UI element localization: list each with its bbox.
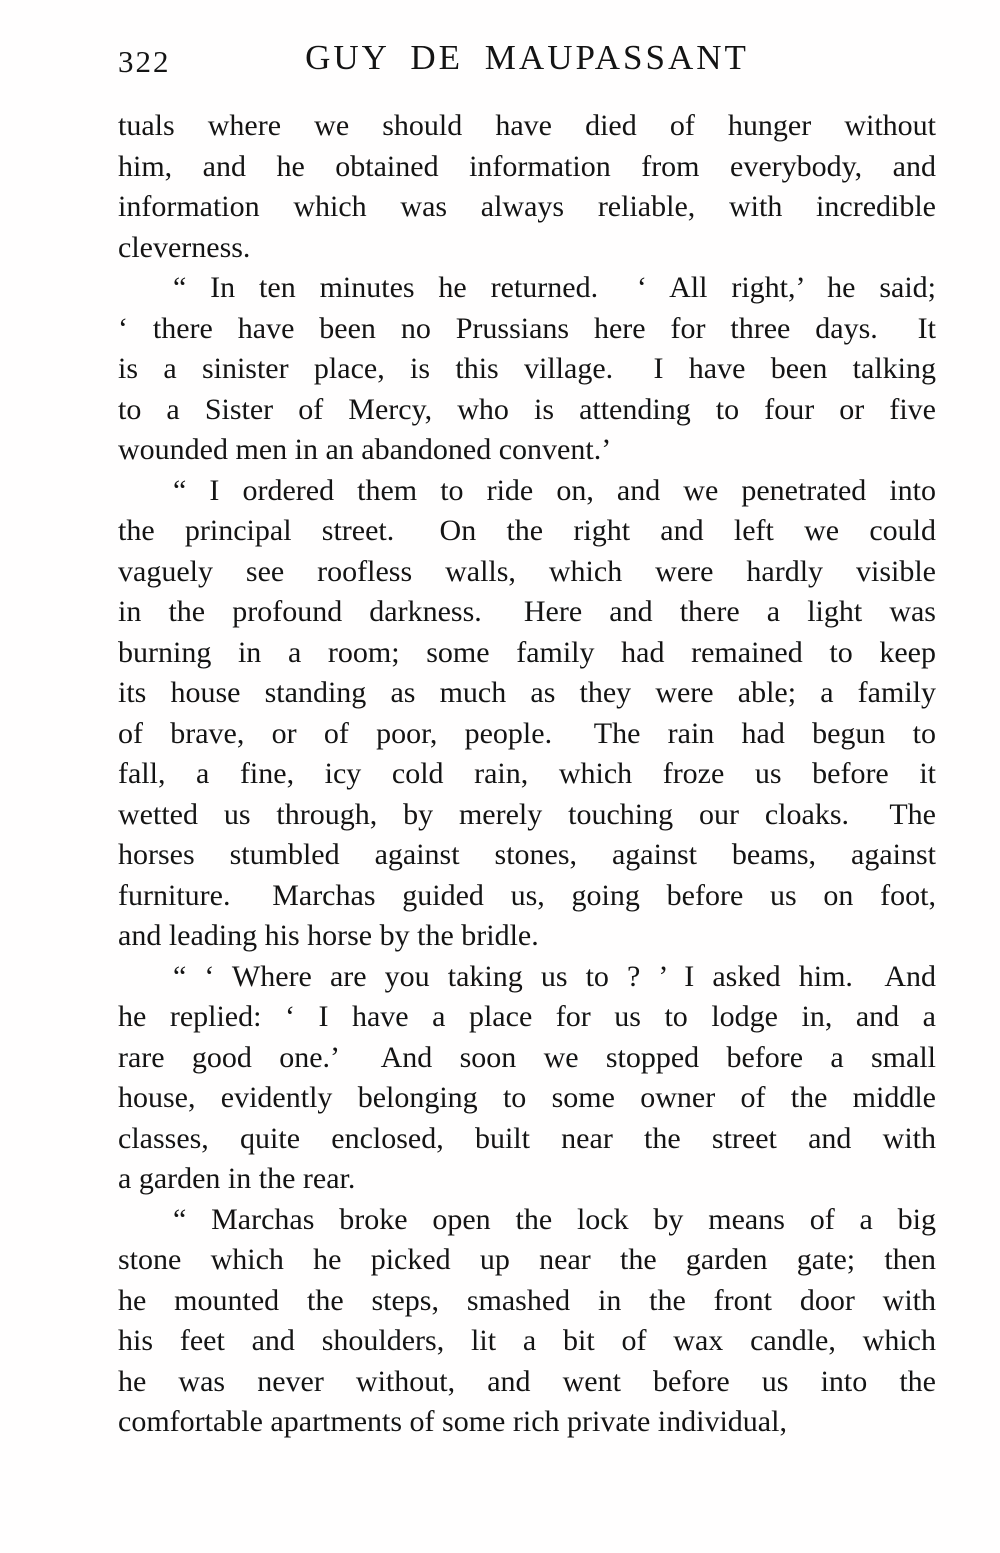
text-line: tuals where we should have died of hunger without bbox=[118, 109, 936, 142]
text-line: a garden in the rear. bbox=[118, 1162, 356, 1195]
text-line: ‘ there have been no Prussians here for three days. It bbox=[118, 311, 936, 345]
text-line: him, and he obtained information from everybody, and bbox=[118, 149, 936, 183]
text-line: in the profound darkness. Here and there a light was bbox=[118, 595, 936, 628]
running-header bbox=[118, 38, 936, 84]
paragraph bbox=[118, 106, 936, 268]
text-line: cleverness. bbox=[118, 230, 251, 264]
paragraph bbox=[118, 1200, 936, 1443]
text-line: “ I ordered them to ride on, and we penetrated into bbox=[173, 473, 936, 507]
running-title: GUY DE MAUPASSANT bbox=[305, 38, 749, 77]
page-number: 322 bbox=[118, 44, 171, 79]
text-line: house, evidently belonging to some owner of the middle bbox=[118, 1081, 936, 1114]
text-line: his feet and shoulders, lit a bit of wax candle, which bbox=[118, 1324, 936, 1357]
text-line: wounded men in an abandoned convent.’ bbox=[118, 433, 612, 466]
text-line: he mounted the steps, smashed in the front door with bbox=[118, 1283, 936, 1317]
text-line: is a sinister place, is this village. I have been talking bbox=[118, 352, 936, 385]
text-line: burning in a room; some family had remained to keep bbox=[118, 635, 936, 669]
paragraph bbox=[118, 471, 936, 957]
text-line: vaguely see roofless walls, which were hardly visible bbox=[118, 554, 936, 588]
text-line: to a Sister of Mercy, who is attending to four or five bbox=[118, 392, 936, 426]
paragraph bbox=[118, 268, 936, 471]
text-block bbox=[118, 106, 936, 1443]
text-line: comfortable apartments of some rich private individual, bbox=[118, 1405, 787, 1438]
text-line: its house standing as much as they were able; a family bbox=[118, 676, 936, 709]
text-line: classes, quite enclosed, built near the street and with bbox=[118, 1121, 936, 1155]
text-line: the principal street. On the right and left we could bbox=[118, 514, 936, 547]
text-line: information which was always reliable, with incredible bbox=[118, 190, 936, 223]
paragraph bbox=[118, 957, 936, 1200]
text-line: he was never without, and went before us into the bbox=[118, 1364, 936, 1398]
text-line: he replied: ‘ I have a place for us to lodge in, and a bbox=[118, 1000, 936, 1033]
text-line: of brave, or of poor, people. The rain had begun to bbox=[118, 716, 936, 750]
text-line: and leading his horse by the bridle. bbox=[118, 919, 539, 952]
text-line: rare good one.’ And soon we stopped before a small bbox=[118, 1040, 936, 1074]
text-line: horses stumbled against stones, against beams, against bbox=[118, 838, 936, 871]
text-line: furniture. Marchas guided us, going before us on foot, bbox=[118, 878, 936, 912]
text-line: “ ‘ Where are you taking us to ? ’ I asked him. And bbox=[173, 959, 936, 993]
text-line: “ Marchas broke open the lock by means of a big bbox=[173, 1202, 936, 1236]
text-line: “ In ten minutes he returned. ‘ All right,’ he said; bbox=[173, 271, 936, 304]
text-line: wetted us through, by merely touching our cloaks. The bbox=[118, 797, 936, 831]
text-line: stone which he picked up near the garden gate; then bbox=[118, 1243, 936, 1276]
text-line: fall, a fine, icy cold rain, which froze us before it bbox=[118, 757, 936, 790]
